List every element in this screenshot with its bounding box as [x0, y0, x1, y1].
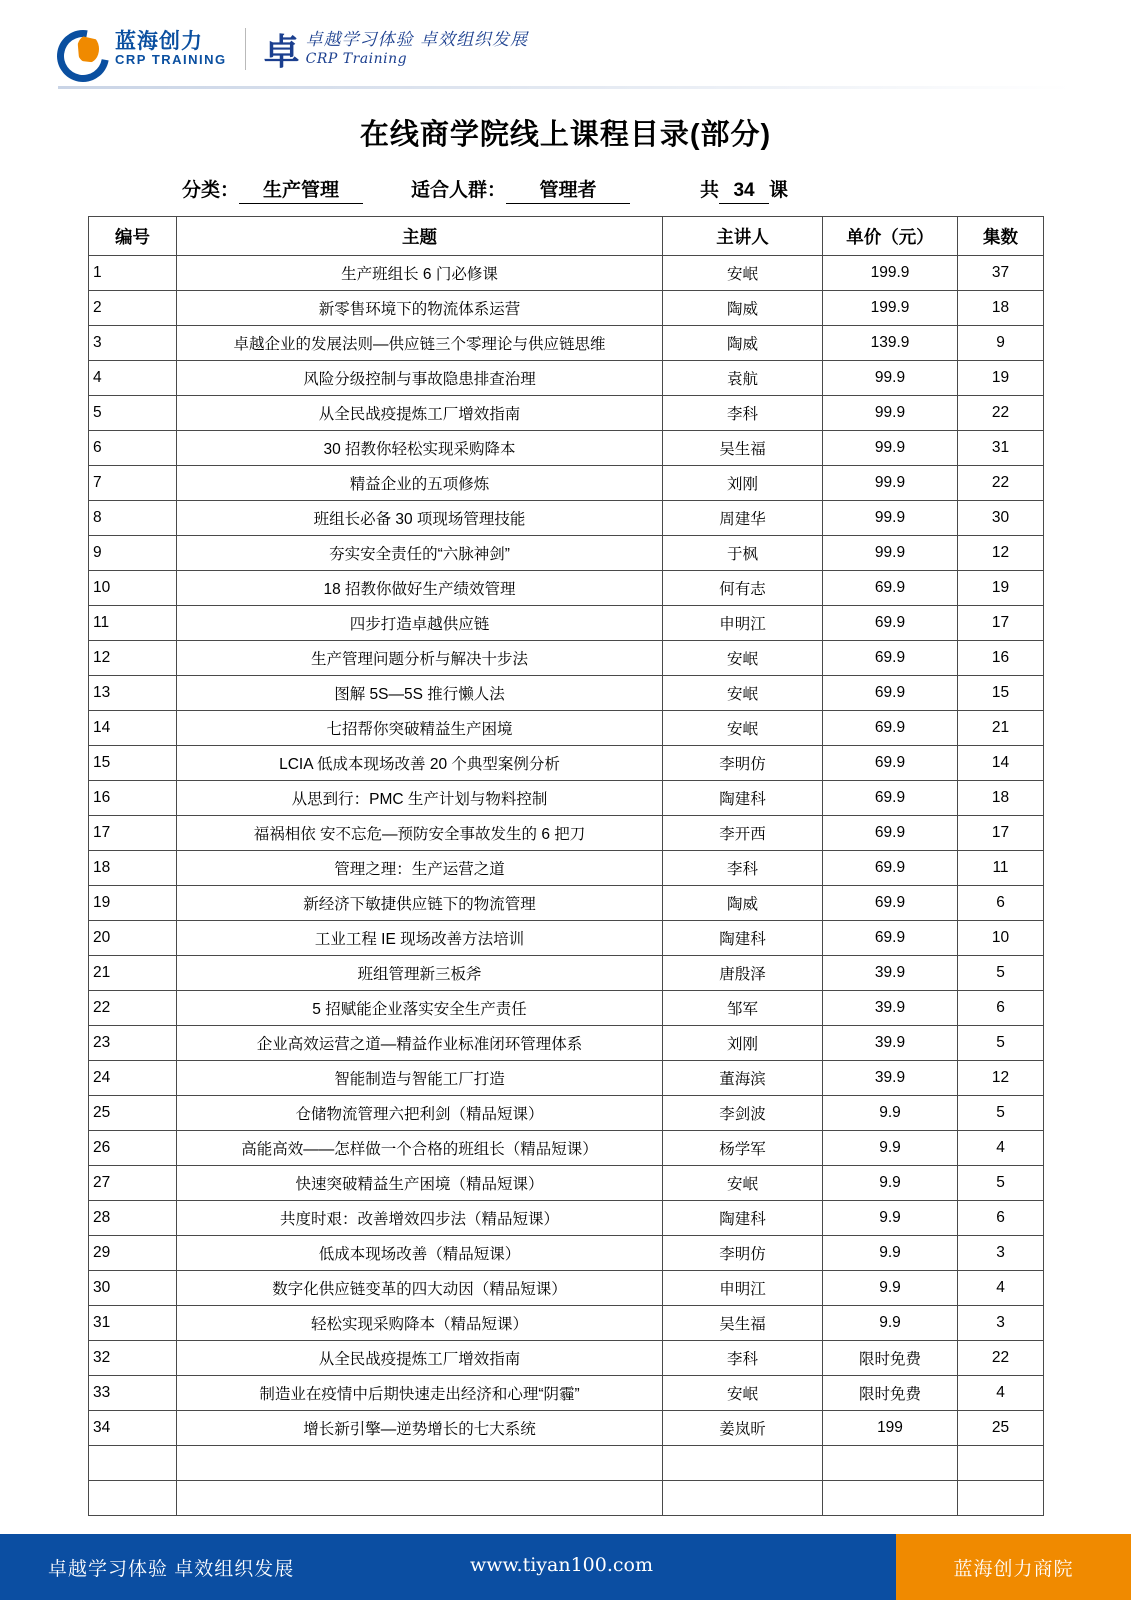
cell-topic	[177, 1481, 663, 1516]
cell-episodes: 18	[958, 781, 1044, 816]
count-value: 34	[719, 180, 769, 204]
audience-label: 适合人群：	[411, 180, 507, 201]
cell-price: 69.9	[823, 676, 958, 711]
cell-topic: 生产班组长 6 门必修课	[177, 256, 663, 291]
cell-speaker: 李科	[663, 396, 823, 431]
cell-price: 限时免费	[823, 1376, 958, 1411]
table-row-empty	[89, 1481, 1044, 1516]
cell-id: 17	[89, 816, 177, 851]
cell-speaker: 陶威	[663, 886, 823, 921]
cell-price: 69.9	[823, 921, 958, 956]
cell-speaker: 安岷	[663, 641, 823, 676]
table-row	[89, 1306, 1044, 1341]
cell-price: 69.9	[823, 886, 958, 921]
cell-id: 33	[89, 1376, 177, 1411]
cell-price: 9.9	[823, 1166, 958, 1201]
table-row	[89, 396, 1044, 431]
cell-episodes: 6	[958, 1201, 1044, 1236]
table-row	[89, 886, 1044, 921]
cell-speaker: 李开西	[663, 816, 823, 851]
cell-id: 13	[89, 676, 177, 711]
cell-speaker: 陶威	[663, 326, 823, 361]
cell-price: 69.9	[823, 816, 958, 851]
cell-id: 22	[89, 991, 177, 1026]
cell-topic: 管理之理：生产运营之道	[177, 851, 663, 886]
cell-price: 9.9	[823, 1306, 958, 1341]
table-row	[89, 956, 1044, 991]
table-row	[89, 851, 1044, 886]
cell-episodes: 5	[958, 1026, 1044, 1061]
category-label: 分类：	[182, 180, 240, 201]
cell-id: 3	[89, 326, 177, 361]
table-row	[89, 1271, 1044, 1306]
cell-id: 31	[89, 1306, 177, 1341]
table-row-empty	[89, 1446, 1044, 1481]
table-row	[89, 781, 1044, 816]
cell-price	[823, 1481, 958, 1516]
cell-episodes: 6	[958, 886, 1044, 921]
cell-id: 8	[89, 501, 177, 536]
cell-speaker: 何有志	[663, 571, 823, 606]
cell-price	[823, 1446, 958, 1481]
footer-orange-band	[896, 1534, 1131, 1600]
cell-id: 34	[89, 1411, 177, 1446]
course-table	[88, 216, 1044, 1516]
cell-id: 24	[89, 1061, 177, 1096]
cell-price: 69.9	[823, 781, 958, 816]
cell-speaker: 吴生福	[663, 1306, 823, 1341]
cell-id: 25	[89, 1096, 177, 1131]
cell-speaker: 安岷	[663, 1376, 823, 1411]
cell-topic: 5 招赋能企业落实安全生产责任	[177, 991, 663, 1026]
secondary-logo	[264, 24, 528, 75]
header-speaker: 主讲人	[663, 217, 823, 256]
cell-speaker	[663, 1481, 823, 1516]
header-episodes: 集数	[958, 217, 1044, 256]
cell-topic: 从全民战疫提炼工厂增效指南	[177, 1341, 663, 1376]
cell-id: 4	[89, 361, 177, 396]
cell-id: 23	[89, 1026, 177, 1061]
cell-episodes: 17	[958, 606, 1044, 641]
cell-speaker: 李科	[663, 851, 823, 886]
cell-speaker: 刘刚	[663, 1026, 823, 1061]
cell-episodes: 17	[958, 816, 1044, 851]
cell-price: 99.9	[823, 361, 958, 396]
cell-episodes: 3	[958, 1306, 1044, 1341]
cell-speaker: 董海滨	[663, 1061, 823, 1096]
cell-speaker: 安岷	[663, 676, 823, 711]
cell-episodes: 21	[958, 711, 1044, 746]
cell-episodes: 15	[958, 676, 1044, 711]
cell-speaker: 李明仿	[663, 1236, 823, 1271]
page-title: 在线商学院线上课程目录(部分)	[359, 119, 772, 151]
cell-topic: 福祸相依 安不忘危—预防安全事故发生的 6 把刀	[177, 816, 663, 851]
cell-topic: 班组管理新三板斧	[177, 956, 663, 991]
cell-price: 99.9	[823, 396, 958, 431]
cell-id: 20	[89, 921, 177, 956]
table-row	[89, 711, 1044, 746]
table-row	[89, 1341, 1044, 1376]
cell-price: 99.9	[823, 536, 958, 571]
cell-topic: 低成本现场改善（精品短课）	[177, 1236, 663, 1271]
crp-logo-icon	[55, 26, 111, 72]
logo-secondary-en: CRP Training	[305, 50, 408, 67]
table-row	[89, 1061, 1044, 1096]
page-header	[55, 18, 1075, 80]
logo-divider	[245, 28, 246, 70]
cell-topic: 从全民战疫提炼工厂增效指南	[177, 396, 663, 431]
table-row	[89, 1166, 1044, 1201]
cell-topic	[177, 1446, 663, 1481]
cell-price: 39.9	[823, 956, 958, 991]
table-row	[89, 536, 1044, 571]
logo-secondary-cn: 卓越学习体验 卓效组织发展	[305, 30, 529, 51]
footer-url[interactable]: www.tiyan100.com	[470, 1554, 653, 1576]
cell-price: 9.9	[823, 1201, 958, 1236]
cell-price: 99.9	[823, 501, 958, 536]
cell-id: 16	[89, 781, 177, 816]
footer-blue-band	[0, 1534, 896, 1600]
cell-topic: 轻松实现采购降本（精品短课）	[177, 1306, 663, 1341]
cell-episodes: 22	[958, 1341, 1044, 1376]
table-row	[89, 1026, 1044, 1061]
cell-price: 9.9	[823, 1131, 958, 1166]
table-row	[89, 746, 1044, 781]
cell-id: 18	[89, 851, 177, 886]
logo-secondary-char: 卓	[263, 30, 300, 73]
cell-topic: 制造业在疫情中后期快速走出经济和心理“阴霾”	[177, 1376, 663, 1411]
cell-speaker: 陶建科	[663, 1201, 823, 1236]
table-row	[89, 606, 1044, 641]
cell-speaker: 陶建科	[663, 781, 823, 816]
cell-id: 6	[89, 431, 177, 466]
cell-episodes: 31	[958, 431, 1044, 466]
meta-row	[182, 175, 982, 204]
cell-topic: 四步打造卓越供应链	[177, 606, 663, 641]
cell-speaker: 安岷	[663, 1166, 823, 1201]
cell-price: 限时免费	[823, 1341, 958, 1376]
cell-price: 199.9	[823, 256, 958, 291]
cell-topic: 图解 5S—5S 推行懒人法	[177, 676, 663, 711]
header-topic: 主题	[177, 217, 663, 256]
cell-episodes: 22	[958, 396, 1044, 431]
cell-episodes: 4	[958, 1131, 1044, 1166]
cell-price: 69.9	[823, 851, 958, 886]
cell-topic: 高能高效——怎样做一个合格的班组长（精品短课）	[177, 1131, 663, 1166]
header-divider	[58, 86, 1072, 89]
cell-episodes: 5	[958, 956, 1044, 991]
cell-id: 19	[89, 886, 177, 921]
header-price: 单价（元）	[823, 217, 958, 256]
table-row	[89, 1201, 1044, 1236]
cell-id: 7	[89, 466, 177, 501]
cell-speaker: 申明江	[663, 606, 823, 641]
cell-topic: LCIA 低成本现场改善 20 个典型案例分析	[177, 746, 663, 781]
cell-episodes: 19	[958, 361, 1044, 396]
course-table-container	[88, 216, 1043, 1516]
table-row	[89, 676, 1044, 711]
table-row	[89, 1411, 1044, 1446]
cell-speaker: 刘刚	[663, 466, 823, 501]
cell-price: 99.9	[823, 466, 958, 501]
cell-topic: 工业工程 IE 现场改善方法培训	[177, 921, 663, 956]
table-row	[89, 641, 1044, 676]
cell-topic: 仓储物流管理六把利剑（精品短课）	[177, 1096, 663, 1131]
cell-speaker: 于枫	[663, 536, 823, 571]
cell-price: 199.9	[823, 291, 958, 326]
table-row	[89, 501, 1044, 536]
cell-topic: 新经济下敏捷供应链下的物流管理	[177, 886, 663, 921]
header-id: 编号	[89, 217, 177, 256]
cell-episodes: 5	[958, 1166, 1044, 1201]
cell-speaker: 安岷	[663, 256, 823, 291]
cell-topic: 增长新引擎—逆势增长的七大系统	[177, 1411, 663, 1446]
cell-id: 14	[89, 711, 177, 746]
table-row	[89, 361, 1044, 396]
table-header-row	[89, 217, 1044, 256]
cell-id: 5	[89, 396, 177, 431]
cell-id: 30	[89, 1271, 177, 1306]
table-row	[89, 571, 1044, 606]
cell-episodes: 11	[958, 851, 1044, 886]
cell-episodes: 14	[958, 746, 1044, 781]
cell-topic: 快速突破精益生产困境（精品短课）	[177, 1166, 663, 1201]
logo-primary-en: CRP TRAINING	[115, 52, 227, 68]
cell-speaker: 姜岚昕	[663, 1411, 823, 1446]
cell-episodes: 9	[958, 326, 1044, 361]
table-row	[89, 1096, 1044, 1131]
cell-speaker: 唐殷泽	[663, 956, 823, 991]
cell-price: 69.9	[823, 641, 958, 676]
cell-episodes: 37	[958, 256, 1044, 291]
cell-topic: 七招帮你突破精益生产困境	[177, 711, 663, 746]
cell-speaker: 杨学军	[663, 1131, 823, 1166]
cell-episodes: 3	[958, 1236, 1044, 1271]
category-value: 生产管理	[239, 175, 363, 204]
cell-id: 28	[89, 1201, 177, 1236]
cell-speaker: 安岷	[663, 711, 823, 746]
cell-price: 199	[823, 1411, 958, 1446]
cell-episodes: 22	[958, 466, 1044, 501]
count-prefix: 共	[700, 180, 720, 201]
cell-episodes: 6	[958, 991, 1044, 1026]
cell-speaker: 李科	[663, 1341, 823, 1376]
cell-id: 29	[89, 1236, 177, 1271]
cell-price: 9.9	[823, 1096, 958, 1131]
footer-slogan: 卓越学习体验 卓效组织发展	[48, 1559, 295, 1580]
table-row	[89, 1376, 1044, 1411]
cell-id: 2	[89, 291, 177, 326]
cell-speaker: 陶威	[663, 291, 823, 326]
cell-price: 99.9	[823, 431, 958, 466]
cell-topic: 班组长必备 30 项现场管理技能	[177, 501, 663, 536]
cell-speaker: 邹军	[663, 991, 823, 1026]
cell-episodes: 12	[958, 1061, 1044, 1096]
cell-topic: 夯实安全责任的“六脉神剑”	[177, 536, 663, 571]
cell-episodes: 30	[958, 501, 1044, 536]
cell-episodes	[958, 1481, 1044, 1516]
cell-speaker: 周建华	[663, 501, 823, 536]
cell-id: 32	[89, 1341, 177, 1376]
cell-speaker: 陶建科	[663, 921, 823, 956]
cell-topic: 风险分级控制与事故隐患排查治理	[177, 361, 663, 396]
audience-value: 管理者	[506, 175, 630, 204]
cell-topic: 数字化供应链变革的四大动因（精品短课）	[177, 1271, 663, 1306]
cell-topic: 新零售环境下的物流体系运营	[177, 291, 663, 326]
cell-price: 69.9	[823, 571, 958, 606]
cell-speaker: 李剑波	[663, 1096, 823, 1131]
footer-brand: 蓝海创力商院	[953, 1559, 1074, 1580]
cell-speaker: 申明江	[663, 1271, 823, 1306]
table-row	[89, 921, 1044, 956]
cell-topic: 18 招教你做好生产绩效管理	[177, 571, 663, 606]
cell-topic: 30 招教你轻松实现采购降本	[177, 431, 663, 466]
cell-price: 9.9	[823, 1236, 958, 1271]
count-suffix: 课	[769, 180, 789, 201]
cell-price: 39.9	[823, 991, 958, 1026]
table-row	[89, 466, 1044, 501]
cell-speaker: 李明仿	[663, 746, 823, 781]
table-row	[89, 256, 1044, 291]
table-row	[89, 291, 1044, 326]
cell-id: 21	[89, 956, 177, 991]
cell-episodes: 4	[958, 1376, 1044, 1411]
cell-price: 39.9	[823, 1061, 958, 1096]
cell-topic: 企业高效运营之道—精益作业标准闭环管理体系	[177, 1026, 663, 1061]
cell-episodes: 5	[958, 1096, 1044, 1131]
cell-speaker	[663, 1446, 823, 1481]
cell-id: 10	[89, 571, 177, 606]
cell-id: 27	[89, 1166, 177, 1201]
table-row	[89, 1131, 1044, 1166]
cell-price: 39.9	[823, 1026, 958, 1061]
page-footer	[0, 1534, 1131, 1600]
cell-id: 1	[89, 256, 177, 291]
table-row	[89, 1236, 1044, 1271]
cell-episodes: 18	[958, 291, 1044, 326]
cell-id: 26	[89, 1131, 177, 1166]
table-row	[89, 326, 1044, 361]
cell-id	[89, 1446, 177, 1481]
cell-id: 15	[89, 746, 177, 781]
cell-price: 69.9	[823, 746, 958, 781]
cell-price: 69.9	[823, 711, 958, 746]
table-row	[89, 816, 1044, 851]
cell-topic: 共度时艰：改善增效四步法（精品短课）	[177, 1201, 663, 1236]
cell-episodes: 25	[958, 1411, 1044, 1446]
cell-id: 11	[89, 606, 177, 641]
table-row	[89, 991, 1044, 1026]
cell-speaker: 袁航	[663, 361, 823, 396]
cell-episodes: 19	[958, 571, 1044, 606]
cell-id	[89, 1481, 177, 1516]
cell-price: 69.9	[823, 606, 958, 641]
cell-id: 12	[89, 641, 177, 676]
cell-id: 9	[89, 536, 177, 571]
cell-topic: 生产管理问题分析与解决十步法	[177, 641, 663, 676]
table-row	[89, 431, 1044, 466]
cell-topic: 从思到行：PMC 生产计划与物料控制	[177, 781, 663, 816]
cell-episodes	[958, 1446, 1044, 1481]
cell-episodes: 16	[958, 641, 1044, 676]
cell-topic: 智能制造与智能工厂打造	[177, 1061, 663, 1096]
cell-topic: 卓越企业的发展法则—供应链三个零理论与供应链思维	[177, 326, 663, 361]
cell-episodes: 4	[958, 1271, 1044, 1306]
cell-price: 139.9	[823, 326, 958, 361]
crp-logo-text	[115, 31, 227, 67]
cell-topic: 精益企业的五项修炼	[177, 466, 663, 501]
cell-price: 9.9	[823, 1271, 958, 1306]
cell-episodes: 12	[958, 536, 1044, 571]
logo-primary-cn: 蓝海创力	[115, 30, 203, 54]
cell-speaker: 吴生福	[663, 431, 823, 466]
cell-episodes: 10	[958, 921, 1044, 956]
